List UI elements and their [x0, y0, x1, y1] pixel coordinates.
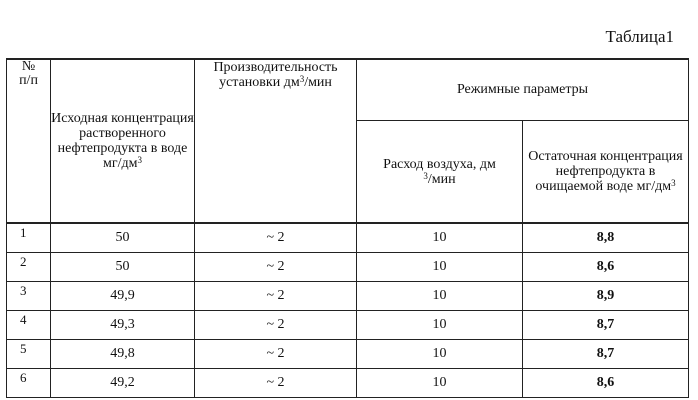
header-number — [7, 59, 51, 223]
table-row — [7, 369, 689, 398]
header-initial-concentration — [51, 59, 195, 223]
cell-residual-concentration: 8,7 — [523, 311, 689, 340]
header-air-flow-text: Расход воздуха, дм — [383, 156, 496, 172]
cell-initial-concentration: 49,9 — [51, 282, 195, 311]
table-row — [7, 311, 689, 340]
header-residual-concentration — [523, 121, 689, 224]
row-number: 2 — [7, 253, 51, 282]
cell-residual-concentration: 8,7 — [523, 340, 689, 369]
header-productivity-sup: 3 — [299, 74, 305, 84]
header-initial-concentration-text: Исходная концентрация растворенного нефтепродукта в воде мг/дм — [51, 111, 194, 171]
cell-air-flow: 10 — [357, 369, 523, 398]
header-initial-concentration-sup: 3 — [137, 155, 142, 165]
cell-productivity: ~ 2 — [195, 369, 357, 398]
table-row — [7, 282, 689, 311]
header-number-line1: № — [21, 59, 36, 74]
row-number: 6 — [7, 369, 51, 398]
cell-productivity: ~ 2 — [195, 340, 357, 369]
table-row — [7, 223, 689, 253]
cell-residual-concentration: 8,6 — [523, 253, 689, 282]
cell-productivity: ~ 2 — [195, 223, 357, 253]
cell-residual-concentration: 8,9 — [523, 282, 689, 311]
data-table — [6, 58, 689, 398]
header-productivity-text: Производительность установки дм — [213, 60, 338, 90]
row-number: 1 — [7, 223, 51, 253]
header-air-flow — [357, 121, 523, 224]
cell-productivity: ~ 2 — [195, 282, 357, 311]
cell-residual-concentration: 8,6 — [523, 369, 689, 398]
cell-productivity: ~ 2 — [195, 253, 357, 282]
cell-residual-concentration: 8,8 — [523, 223, 689, 253]
cell-air-flow: 10 — [357, 253, 523, 282]
header-number-line2: п/п — [19, 73, 38, 88]
cell-air-flow: 10 — [357, 340, 523, 369]
cell-initial-concentration: 49,3 — [51, 311, 195, 340]
cell-initial-concentration: 49,8 — [51, 340, 195, 369]
header-mode-parameters: Режимные параметры — [357, 59, 689, 121]
row-number: 5 — [7, 340, 51, 369]
cell-air-flow: 10 — [357, 223, 523, 253]
cell-initial-concentration: 50 — [51, 223, 195, 253]
cell-air-flow: 10 — [357, 311, 523, 340]
cell-initial-concentration: 49,2 — [51, 369, 195, 398]
cell-initial-concentration: 50 — [51, 253, 195, 282]
header-residual-concentration-text: Остаточная концентрация нефтепродукта в очищаемой воде мг/дм — [528, 149, 683, 194]
row-number: 3 — [7, 282, 51, 311]
table-row — [7, 253, 689, 282]
cell-air-flow: 10 — [357, 282, 523, 311]
row-number: 4 — [7, 311, 51, 340]
header-air-flow-unit: /мин — [427, 171, 456, 187]
header-residual-concentration-sup: 3 — [671, 178, 676, 188]
header-productivity — [195, 59, 357, 223]
table-row — [7, 340, 689, 369]
header-air-flow-sup: 3 — [423, 170, 428, 181]
cell-productivity: ~ 2 — [195, 311, 357, 340]
header-productivity-unit: /мин — [304, 75, 332, 90]
table-caption: Таблица1 — [605, 27, 674, 46]
